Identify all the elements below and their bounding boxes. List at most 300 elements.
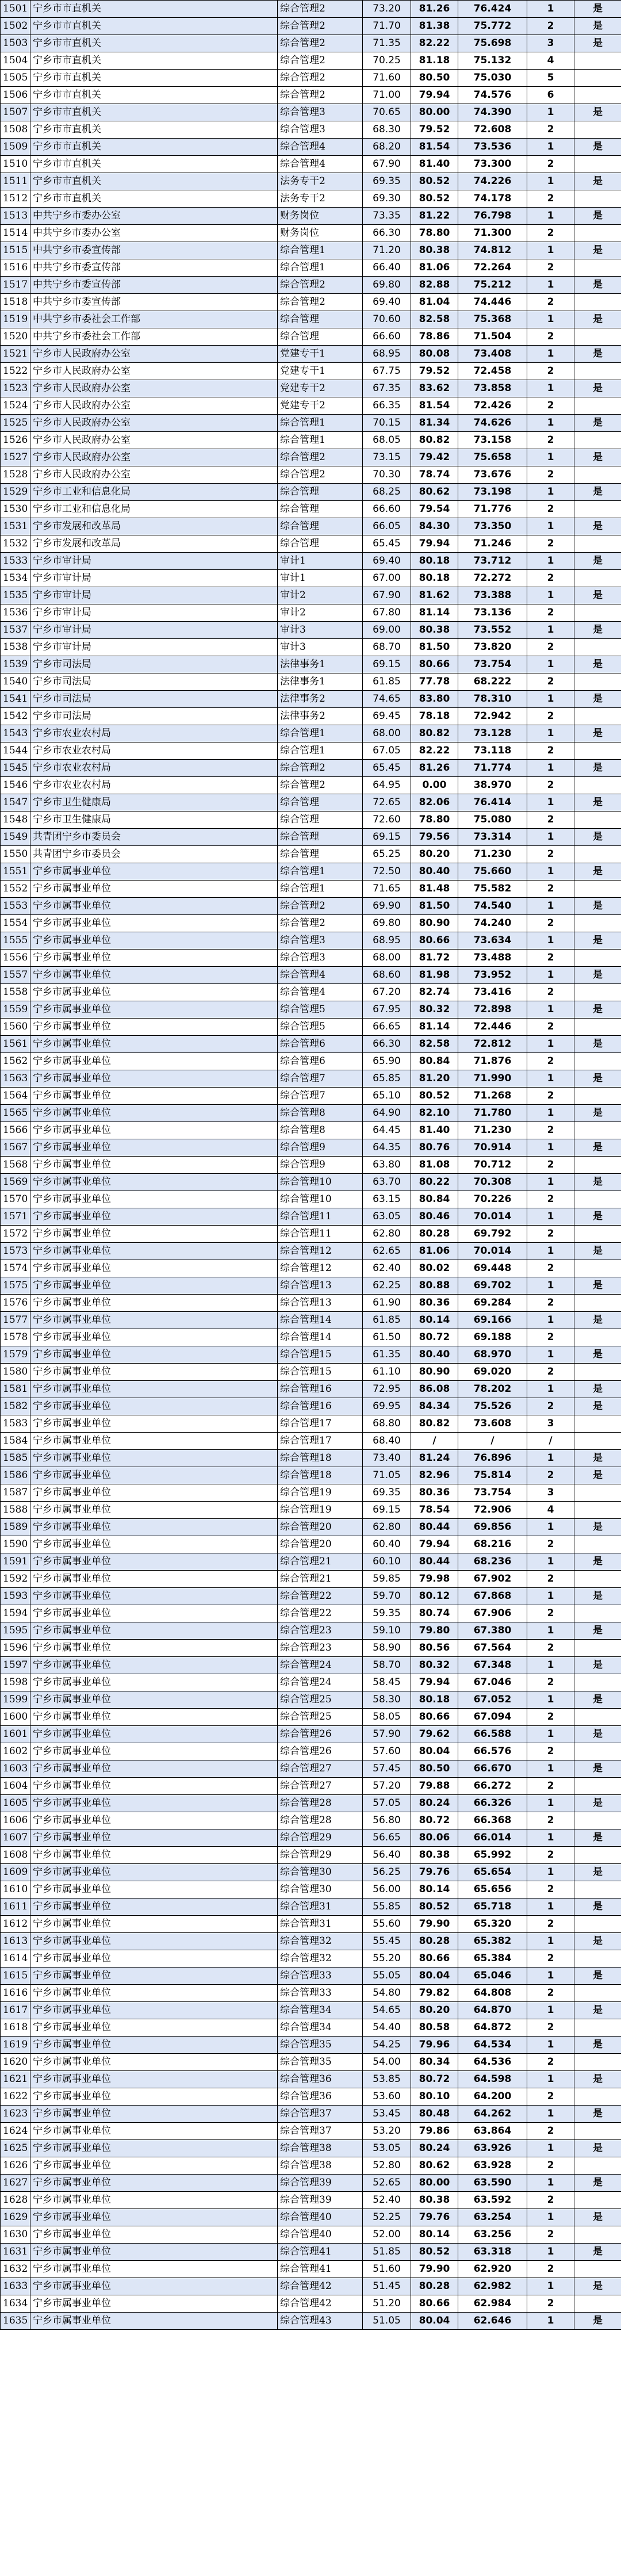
selected-mark: 是 — [574, 1467, 621, 1484]
table-row — [1, 1157, 621, 1174]
table-row — [1, 1605, 621, 1622]
selected-mark — [574, 1640, 621, 1657]
table-row — [1, 1743, 621, 1760]
rank: 1 — [527, 1588, 574, 1605]
unit-name: 宁乡市工业和信息化局 — [30, 484, 278, 501]
total-score: 63.928 — [458, 2157, 527, 2175]
row-number: 1550 — [1, 846, 30, 863]
selected-mark: 是 — [574, 18, 621, 35]
total-score: 73.608 — [458, 1415, 527, 1433]
position-name: 综合管理9 — [278, 1157, 363, 1174]
row-number: 1543 — [1, 725, 30, 742]
table-row — [1, 1968, 621, 1985]
table-row — [1, 1088, 621, 1105]
table-row — [1, 2278, 621, 2295]
total-score: 73.552 — [458, 622, 527, 639]
row-number: 1537 — [1, 622, 30, 639]
rank: 2 — [527, 1364, 574, 1381]
interview-score: 80.46 — [411, 1208, 458, 1226]
selected-mark: 是 — [574, 1968, 621, 1985]
rank: 2 — [527, 2054, 574, 2071]
unit-name: 宁乡市市直机关 — [30, 139, 278, 156]
written-score: 71.05 — [363, 1467, 411, 1484]
selected-mark: 是 — [574, 1070, 621, 1088]
interview-score: 80.14 — [411, 2226, 458, 2244]
written-score: 53.60 — [363, 2088, 411, 2106]
total-score: 78.202 — [458, 1381, 527, 1398]
unit-name: 宁乡市属事业单位 — [30, 1898, 278, 1916]
interview-score: 80.36 — [411, 1295, 458, 1312]
written-score: 67.05 — [363, 742, 411, 760]
row-number: 1562 — [1, 1053, 30, 1070]
table-row — [1, 812, 621, 829]
total-score: 72.898 — [458, 1001, 527, 1019]
total-score: 64.200 — [458, 2088, 527, 2106]
written-score: 52.40 — [363, 2192, 411, 2209]
written-score: 69.80 — [363, 277, 411, 294]
table-row — [1, 1329, 621, 1346]
selected-mark: 是 — [574, 1001, 621, 1019]
selected-mark — [574, 2261, 621, 2278]
written-score: 64.45 — [363, 1122, 411, 1139]
written-score: 65.45 — [363, 760, 411, 777]
position-name: 综合管理 — [278, 846, 363, 863]
table-row — [1, 208, 621, 225]
total-score: 75.526 — [458, 1398, 527, 1415]
table-row — [1, 311, 621, 328]
table-row — [1, 1381, 621, 1398]
written-score: 66.40 — [363, 259, 411, 277]
interview-score: 80.04 — [411, 2313, 458, 2330]
rank: 1 — [527, 2209, 574, 2226]
position-name: 审计3 — [278, 639, 363, 656]
table-row — [1, 2019, 621, 2037]
total-score: 75.582 — [458, 881, 527, 898]
unit-name: 宁乡市属事业单位 — [30, 1519, 278, 1536]
rank: 1 — [527, 898, 574, 915]
written-score: 59.35 — [363, 1605, 411, 1622]
interview-score: 80.34 — [411, 2054, 458, 2071]
total-score: 71.780 — [458, 1105, 527, 1122]
written-score: 64.90 — [363, 1105, 411, 1122]
interview-score: / — [411, 1433, 458, 1450]
rank: 2 — [527, 1536, 574, 1553]
unit-name: 宁乡市属事业单位 — [30, 1985, 278, 2002]
position-name: 综合管理15 — [278, 1346, 363, 1364]
unit-name: 宁乡市属事业单位 — [30, 1398, 278, 1415]
total-score: 71.246 — [458, 535, 527, 553]
row-number: 1622 — [1, 2088, 30, 2106]
interview-score: 80.66 — [411, 1709, 458, 1726]
unit-name: 宁乡市卫生健康局 — [30, 812, 278, 829]
position-name: 综合管理2 — [278, 466, 363, 484]
selected-mark — [574, 984, 621, 1001]
interview-score: 80.50 — [411, 1760, 458, 1778]
written-score: 68.95 — [363, 346, 411, 363]
interview-score: 80.56 — [411, 1640, 458, 1657]
rank: 2 — [527, 1053, 574, 1070]
selected-mark — [574, 1812, 621, 1829]
written-score: 69.15 — [363, 829, 411, 846]
selected-mark: 是 — [574, 2278, 621, 2295]
selected-mark: 是 — [574, 449, 621, 466]
written-score: 67.00 — [363, 570, 411, 587]
position-name: 综合管理2 — [278, 1, 363, 18]
selected-mark: 是 — [574, 1691, 621, 1709]
rank: 2 — [527, 777, 574, 794]
position-name: 综合管理2 — [278, 87, 363, 104]
table-row — [1, 87, 621, 104]
interview-score: 79.96 — [411, 2037, 458, 2054]
position-name: 综合管理34 — [278, 2019, 363, 2037]
table-row — [1, 2313, 621, 2330]
interview-score: 80.82 — [411, 725, 458, 742]
rank: 2 — [527, 1881, 574, 1898]
position-name: 综合管理29 — [278, 1829, 363, 1847]
interview-score: 82.88 — [411, 277, 458, 294]
total-score: 64.262 — [458, 2106, 527, 2123]
total-score: 66.576 — [458, 1743, 527, 1760]
rank: 1 — [527, 1450, 574, 1467]
interview-score: 79.56 — [411, 829, 458, 846]
written-score: 54.25 — [363, 2037, 411, 2054]
rank: 1 — [527, 1760, 574, 1778]
row-number: 1591 — [1, 1553, 30, 1571]
written-score: 63.05 — [363, 1208, 411, 1226]
unit-name: 宁乡市属事业单位 — [30, 1450, 278, 1467]
rank: 6 — [527, 87, 574, 104]
unit-name: 宁乡市属事业单位 — [30, 1829, 278, 1847]
written-score: 64.35 — [363, 1139, 411, 1157]
total-score: 71.776 — [458, 501, 527, 518]
row-number: 1635 — [1, 2313, 30, 2330]
position-name: 综合管理2 — [278, 898, 363, 915]
selected-mark: 是 — [574, 1657, 621, 1674]
interview-score: 80.32 — [411, 1657, 458, 1674]
selected-mark: 是 — [574, 1312, 621, 1329]
position-name: 综合管理27 — [278, 1778, 363, 1795]
unit-name: 宁乡市属事业单位 — [30, 1691, 278, 1709]
total-score: 65.320 — [458, 1916, 527, 1933]
selected-mark — [574, 52, 621, 70]
interview-score: 81.34 — [411, 415, 458, 432]
total-score: 73.536 — [458, 139, 527, 156]
position-name: 综合管理27 — [278, 1760, 363, 1778]
written-score: 61.85 — [363, 1312, 411, 1329]
row-number: 1598 — [1, 1674, 30, 1691]
row-number: 1581 — [1, 1381, 30, 1398]
interview-score: 80.38 — [411, 2192, 458, 2209]
row-number: 1616 — [1, 1985, 30, 2002]
written-score: 73.20 — [363, 1, 411, 18]
interview-score: 80.90 — [411, 915, 458, 932]
table-row — [1, 1933, 621, 1950]
selected-mark: 是 — [574, 1519, 621, 1536]
rank: 2 — [527, 501, 574, 518]
interview-score: 79.52 — [411, 363, 458, 380]
table-row — [1, 1881, 621, 1898]
interview-score: 80.58 — [411, 2019, 458, 2037]
written-score: 51.60 — [363, 2261, 411, 2278]
rank: 2 — [527, 328, 574, 346]
row-number: 1576 — [1, 1295, 30, 1312]
table-row — [1, 1536, 621, 1553]
table-row — [1, 587, 621, 604]
table-row — [1, 656, 621, 673]
total-score: 73.314 — [458, 829, 527, 846]
unit-name: 宁乡市属事业单位 — [30, 1605, 278, 1622]
total-score: 75.212 — [458, 277, 527, 294]
written-score: 63.70 — [363, 1174, 411, 1191]
rank: 1 — [527, 139, 574, 156]
unit-name: 宁乡市属事业单位 — [30, 2226, 278, 2244]
row-number: 1547 — [1, 794, 30, 812]
total-score: 66.326 — [458, 1795, 527, 1812]
written-score: 60.40 — [363, 1536, 411, 1553]
unit-name: 宁乡市属事业单位 — [30, 1916, 278, 1933]
table-row — [1, 1864, 621, 1881]
table-row — [1, 1795, 621, 1812]
unit-name: 宁乡市属事业单位 — [30, 1950, 278, 1968]
written-score: 69.40 — [363, 294, 411, 311]
written-score: 69.80 — [363, 915, 411, 932]
position-name: 综合管理36 — [278, 2088, 363, 2106]
position-name: 审计1 — [278, 553, 363, 570]
rank: 1 — [527, 1312, 574, 1329]
total-score: 73.198 — [458, 484, 527, 501]
total-score: 65.384 — [458, 1950, 527, 1968]
total-score: 62.920 — [458, 2261, 527, 2278]
interview-score: 80.52 — [411, 1088, 458, 1105]
written-score: 52.65 — [363, 2175, 411, 2192]
row-number: 1554 — [1, 915, 30, 932]
selected-mark — [574, 1053, 621, 1070]
interview-score: 81.04 — [411, 294, 458, 311]
selected-mark: 是 — [574, 346, 621, 363]
row-number: 1548 — [1, 812, 30, 829]
table-row — [1, 622, 621, 639]
position-name: 综合管理29 — [278, 1847, 363, 1864]
total-score: 76.414 — [458, 794, 527, 812]
written-score: 61.35 — [363, 1346, 411, 1364]
table-row — [1, 553, 621, 570]
written-score: 66.05 — [363, 518, 411, 535]
position-name: 综合管理28 — [278, 1795, 363, 1812]
row-number: 1506 — [1, 87, 30, 104]
unit-name: 中共宁乡市委宣传部 — [30, 277, 278, 294]
table-row — [1, 380, 621, 397]
total-score: 65.382 — [458, 1933, 527, 1950]
unit-name: 宁乡市人民政府办公室 — [30, 363, 278, 380]
unit-name: 宁乡市司法局 — [30, 708, 278, 725]
interview-score: 77.78 — [411, 673, 458, 691]
total-score: 63.864 — [458, 2123, 527, 2140]
written-score: 66.30 — [363, 225, 411, 242]
row-number: 1618 — [1, 2019, 30, 2037]
position-name: 综合管理1 — [278, 259, 363, 277]
unit-name: 宁乡市属事业单位 — [30, 1019, 278, 1036]
rank: 2 — [527, 1329, 574, 1346]
interview-score: 80.82 — [411, 432, 458, 449]
position-name: 综合管理 — [278, 501, 363, 518]
interview-score: 81.40 — [411, 1122, 458, 1139]
rank: 2 — [527, 121, 574, 139]
selected-mark: 是 — [574, 656, 621, 673]
written-score: 67.90 — [363, 587, 411, 604]
total-score: 74.540 — [458, 898, 527, 915]
position-name: 综合管理37 — [278, 2123, 363, 2140]
row-number: 1534 — [1, 570, 30, 587]
total-score: 76.424 — [458, 1, 527, 18]
written-score: 73.35 — [363, 208, 411, 225]
position-name: 综合管理2 — [278, 915, 363, 932]
rank: 2 — [527, 190, 574, 208]
selected-mark: 是 — [574, 484, 621, 501]
written-score: 55.20 — [363, 1950, 411, 1968]
row-number: 1511 — [1, 173, 30, 190]
total-score: 70.226 — [458, 1191, 527, 1208]
row-number: 1623 — [1, 2106, 30, 2123]
table-row — [1, 535, 621, 553]
row-number: 1508 — [1, 121, 30, 139]
total-score: 72.272 — [458, 570, 527, 587]
selected-mark — [574, 1191, 621, 1208]
selected-mark: 是 — [574, 1864, 621, 1881]
total-score: 67.902 — [458, 1571, 527, 1588]
table-row — [1, 1622, 621, 1640]
row-number: 1614 — [1, 1950, 30, 1968]
interview-score: 80.62 — [411, 484, 458, 501]
interview-score: 80.24 — [411, 2140, 458, 2157]
total-score: 73.128 — [458, 725, 527, 742]
interview-score: 79.80 — [411, 1622, 458, 1640]
unit-name: 中共宁乡市委社会工作部 — [30, 311, 278, 328]
unit-name: 宁乡市属事业单位 — [30, 2123, 278, 2140]
position-name: 综合管理34 — [278, 2002, 363, 2019]
rank: 1 — [527, 311, 574, 328]
total-score: 76.896 — [458, 1450, 527, 1467]
rank: 1 — [527, 484, 574, 501]
interview-score: 79.52 — [411, 121, 458, 139]
table-row — [1, 2209, 621, 2226]
written-score: 67.75 — [363, 363, 411, 380]
row-number: 1525 — [1, 415, 30, 432]
interview-score: 83.80 — [411, 691, 458, 708]
written-score: 58.30 — [363, 1691, 411, 1709]
table-row — [1, 2261, 621, 2278]
position-name: 综合管理 — [278, 829, 363, 846]
total-score: 75.368 — [458, 311, 527, 328]
rank: 2 — [527, 1916, 574, 1933]
total-score: 74.240 — [458, 915, 527, 932]
rank: 1 — [527, 1174, 574, 1191]
unit-name: 宁乡市属事业单位 — [30, 2106, 278, 2123]
written-score: 57.05 — [363, 1795, 411, 1812]
rank: 1 — [527, 1001, 574, 1019]
row-number: 1536 — [1, 604, 30, 622]
written-score: 73.40 — [363, 1450, 411, 1467]
table-row — [1, 2157, 621, 2175]
row-number: 1572 — [1, 1226, 30, 1243]
position-name: 综合管理10 — [278, 1191, 363, 1208]
total-score: 71.300 — [458, 225, 527, 242]
total-score: 66.588 — [458, 1726, 527, 1743]
unit-name: 宁乡市属事业单位 — [30, 1329, 278, 1346]
table-row — [1, 2295, 621, 2313]
selected-mark — [574, 1484, 621, 1502]
unit-name: 宁乡市属事业单位 — [30, 1622, 278, 1640]
selected-mark: 是 — [574, 2002, 621, 2019]
interview-score: 79.98 — [411, 1571, 458, 1588]
position-name: 综合管理19 — [278, 1502, 363, 1519]
interview-score: 80.36 — [411, 1484, 458, 1502]
selected-mark — [574, 604, 621, 622]
interview-score: 80.40 — [411, 1346, 458, 1364]
table-row — [1, 2226, 621, 2244]
total-score: 73.158 — [458, 432, 527, 449]
position-name: 综合管理30 — [278, 1881, 363, 1898]
row-number: 1552 — [1, 881, 30, 898]
unit-name: 共青团宁乡市委员会 — [30, 829, 278, 846]
total-score: 63.592 — [458, 2192, 527, 2209]
written-score: 69.35 — [363, 1484, 411, 1502]
rank: 2 — [527, 2019, 574, 2037]
total-score: 64.598 — [458, 2071, 527, 2088]
rank: 2 — [527, 1467, 574, 1484]
position-name: 综合管理32 — [278, 1950, 363, 1968]
unit-name: 宁乡市属事业单位 — [30, 1812, 278, 1829]
table-row — [1, 1588, 621, 1605]
row-number: 1590 — [1, 1536, 30, 1553]
written-score: 69.45 — [363, 708, 411, 725]
row-number: 1608 — [1, 1847, 30, 1864]
row-number: 1515 — [1, 242, 30, 259]
interview-score: 80.40 — [411, 863, 458, 881]
total-score: 63.926 — [458, 2140, 527, 2157]
position-name: 综合管理21 — [278, 1571, 363, 1588]
selected-mark: 是 — [574, 829, 621, 846]
unit-name: 宁乡市属事业单位 — [30, 2209, 278, 2226]
interview-score: 81.48 — [411, 881, 458, 898]
interview-score: 80.08 — [411, 346, 458, 363]
written-score: 70.25 — [363, 52, 411, 70]
position-name: 综合管理40 — [278, 2226, 363, 2244]
rank: 2 — [527, 1743, 574, 1760]
unit-name: 宁乡市属事业单位 — [30, 1174, 278, 1191]
interview-score: 81.54 — [411, 397, 458, 415]
row-number: 1533 — [1, 553, 30, 570]
total-score: 72.446 — [458, 1019, 527, 1036]
row-number: 1546 — [1, 777, 30, 794]
written-score: 62.40 — [363, 1260, 411, 1277]
selected-mark — [574, 328, 621, 346]
unit-name: 宁乡市属事业单位 — [30, 1157, 278, 1174]
unit-name: 宁乡市属事业单位 — [30, 1364, 278, 1381]
table-row — [1, 121, 621, 139]
table-row — [1, 1415, 621, 1433]
total-score: 64.870 — [458, 2002, 527, 2019]
written-score: 72.65 — [363, 794, 411, 812]
position-name: 综合管理20 — [278, 1536, 363, 1553]
rank: 1 — [527, 656, 574, 673]
selected-mark: 是 — [574, 898, 621, 915]
position-name: 综合管理25 — [278, 1691, 363, 1709]
table-row — [1, 2071, 621, 2088]
position-name: 综合管理18 — [278, 1467, 363, 1484]
total-score: 71.504 — [458, 328, 527, 346]
written-score: 58.05 — [363, 1709, 411, 1726]
rank: 1 — [527, 622, 574, 639]
